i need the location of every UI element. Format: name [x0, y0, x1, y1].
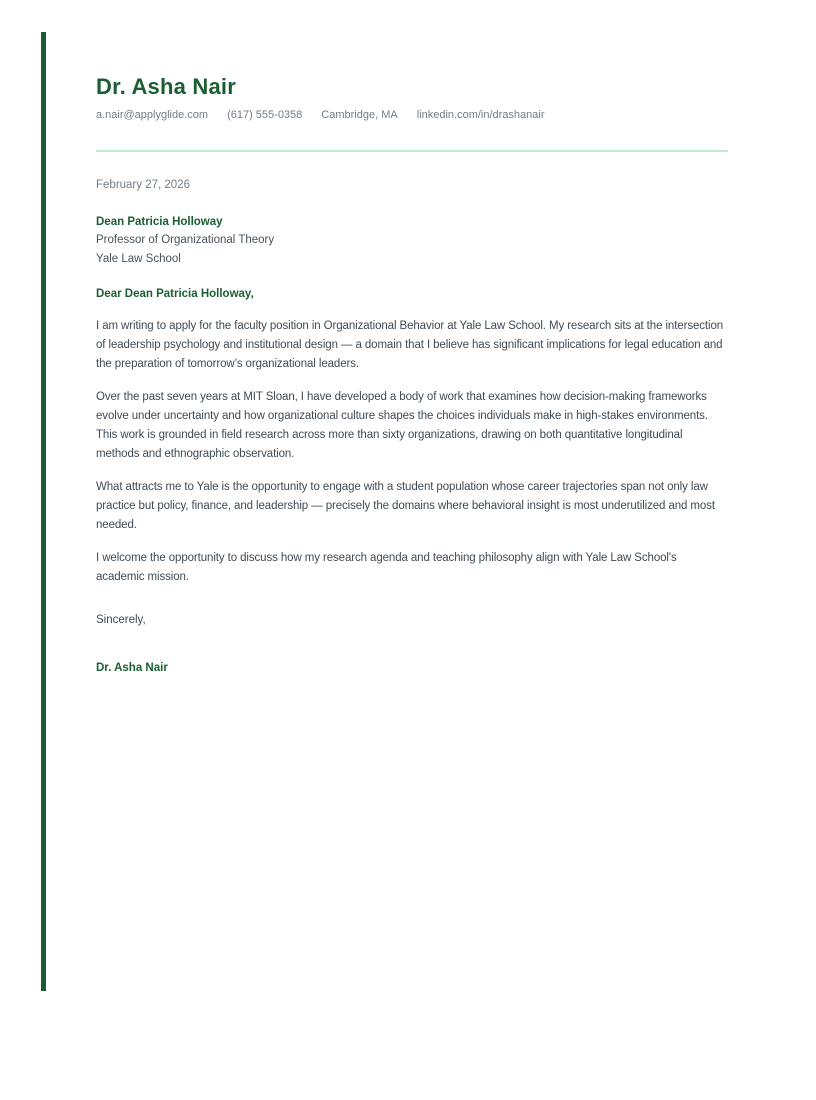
- letter-date: February 27, 2026: [96, 178, 190, 191]
- body-paragraph-4: I welcome the opportunity to discuss how my research agenda and teaching philosophy align with Yale Law School's academic mission.: [96, 552, 677, 584]
- accent-bar: [41, 32, 46, 991]
- closing: Sincerely,: [96, 614, 146, 627]
- recipient-title: Professor of Organizational Theory: [96, 234, 275, 247]
- contact-linkedin: linkedin.com/in/drashanair: [416, 109, 545, 122]
- body-paragraph-3: What attracts me to Yale is the opportunity to engage with a student population whose career trajectories span not only law practice but policy, finance, and leadership — precisely the domains where behavioral insight is most underutilized and most needed.: [96, 481, 715, 532]
- header-divider: [96, 150, 728, 152]
- letter-content: [96, 0, 728, 678]
- contact-email: a.nair@applyglide.com: [96, 109, 209, 122]
- body-paragraph-1: I am writing to apply for the faculty position in Organizational Behavior at Yale Law School. My research sits at the intersection of leadership psychology and institutional design — a domain that I believe has significant implications for legal education and the preparation of tomorrow’s organizational leaders.: [96, 320, 724, 371]
- recipient-organization: Yale Law School: [96, 252, 181, 265]
- recipient-name: Dean Patricia Holloway: [96, 215, 223, 228]
- contact-location: Cambridge, MA: [321, 109, 398, 122]
- contact-phone: (617) 555-0358: [227, 109, 303, 122]
- salutation: Dear Dean Patricia Holloway,: [96, 288, 254, 301]
- signature-name: Dr. Asha Nair: [96, 662, 168, 675]
- recipient-block: [96, 213, 728, 269]
- sender-name: Dr. Asha Nair: [96, 74, 236, 99]
- body-paragraph-2: Over the past seven years at MIT Sloan, I have developed a body of work that examines how decision-making frameworks evolve under uncertainty and how organizational culture shapes the choices individuals make in high-stakes environments. This work is grounded in field research across more than sixty organizations, drawing on both quantitative longitudinal methods and ethnographic observation.: [96, 391, 708, 461]
- letter-body: [96, 176, 728, 679]
- contact-row: [96, 108, 728, 122]
- letter-header: [96, 74, 728, 152]
